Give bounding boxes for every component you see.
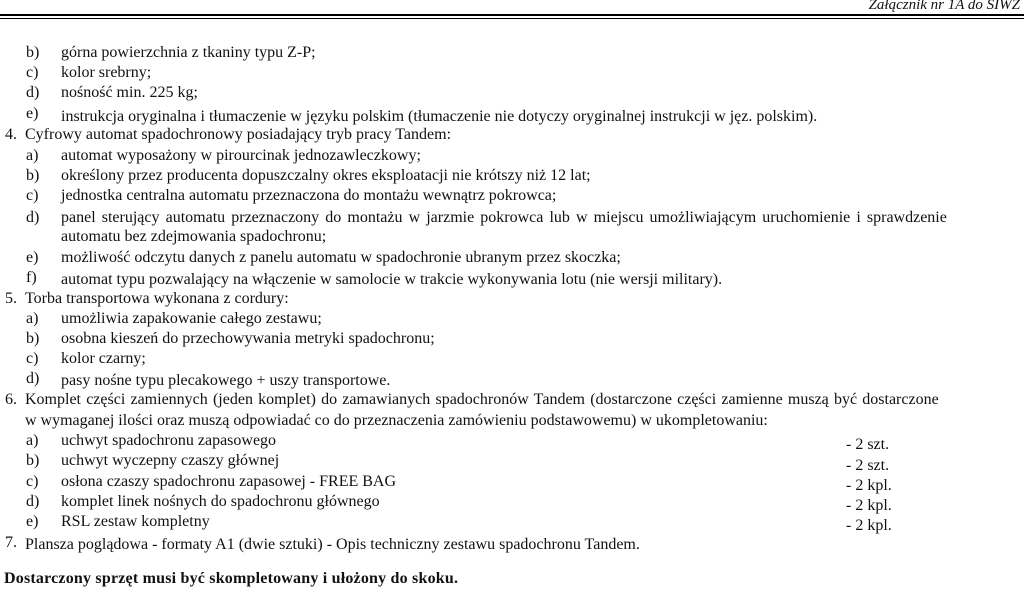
quantity: - 2 szt. [846,436,890,453]
quantity: - 2 kpl. [846,517,892,534]
document-header: Załącznik nr 1A do SIWZ [868,0,1020,13]
quantity: - 2 szt. [846,457,890,474]
closing-statement: Dostarczony sprzęt musi być skompletowany i ułożony do skoku. [4,570,459,587]
header-rule-thin [0,18,1024,19]
header-rule [0,14,1024,16]
quantity: - 2 kpl. [846,497,892,514]
quantity: - 2 kpl. [846,477,892,494]
